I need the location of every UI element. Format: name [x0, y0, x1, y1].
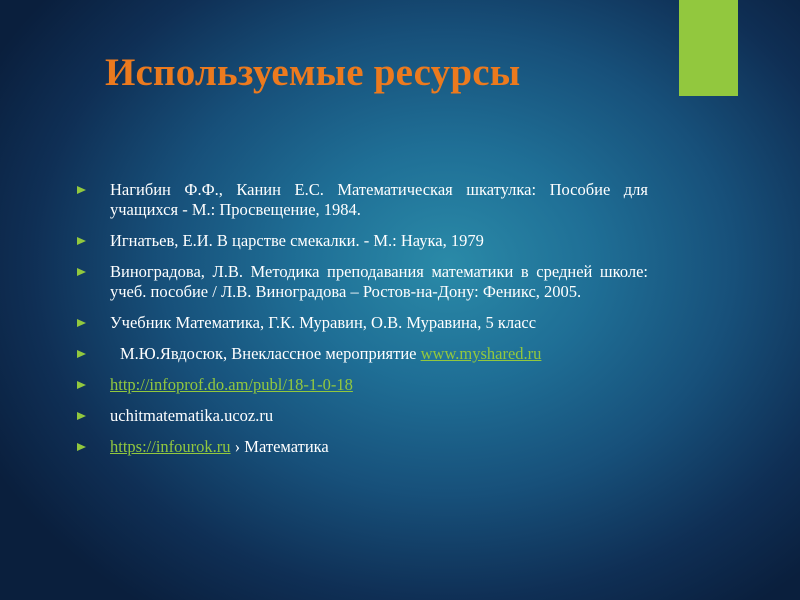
infourok-link[interactable]: https://infourok.ru	[110, 437, 231, 456]
list-item	[76, 180, 648, 220]
arrow-bullet-icon	[77, 443, 86, 451]
list-item	[76, 375, 648, 395]
accent-bar	[679, 0, 738, 96]
arrow-bullet-icon	[77, 381, 86, 389]
item-text-container	[110, 344, 648, 364]
arrow-bullet-icon	[77, 237, 86, 245]
slide-title: Используемые ресурсы	[105, 51, 521, 94]
item-text: Учебник Математика, Г.К. Муравин, О.В. Муравина, 5 класс	[110, 313, 537, 332]
list-item	[76, 437, 648, 457]
list-item	[76, 344, 648, 364]
arrow-bullet-icon	[77, 186, 86, 194]
item-text: Виноградова, Л.В. Методика преподавания математики в средней школе: учеб. пособие / Л.В. Виноградова – Ростов-на-Дону: Феникс, 2005.	[110, 262, 648, 301]
item-text: uchitmatematika.ucoz.ru	[110, 406, 274, 425]
list-item	[76, 262, 648, 302]
list-item	[76, 313, 648, 333]
myshared-link[interactable]: www.myshared.ru	[420, 344, 542, 363]
list-item	[76, 406, 648, 426]
item-text: Игнатьев, Е.И. В царстве смекалки. - М.: Наука, 1979	[110, 231, 484, 250]
item-text: М.Ю.Явдосюк, Внеклассное мероприятие	[120, 344, 421, 363]
arrow-bullet-icon	[77, 350, 86, 358]
item-text: Нагибин Ф.Ф., Канин Е.С. Математическая шкатулка: Пособие для учащихся - М.: Просвещение, 1984.	[110, 180, 648, 219]
resource-list	[76, 180, 648, 468]
arrow-bullet-icon	[77, 412, 86, 420]
list-item	[76, 231, 648, 251]
item-text-container	[110, 437, 648, 457]
arrow-bullet-icon	[77, 268, 86, 276]
arrow-bullet-icon	[77, 319, 86, 327]
item-text-container	[110, 375, 648, 395]
infoprof-link[interactable]: http://infoprof.do.am/publ/18-1-0-18	[110, 375, 353, 394]
item-text-suffix: › Математика	[230, 437, 329, 456]
